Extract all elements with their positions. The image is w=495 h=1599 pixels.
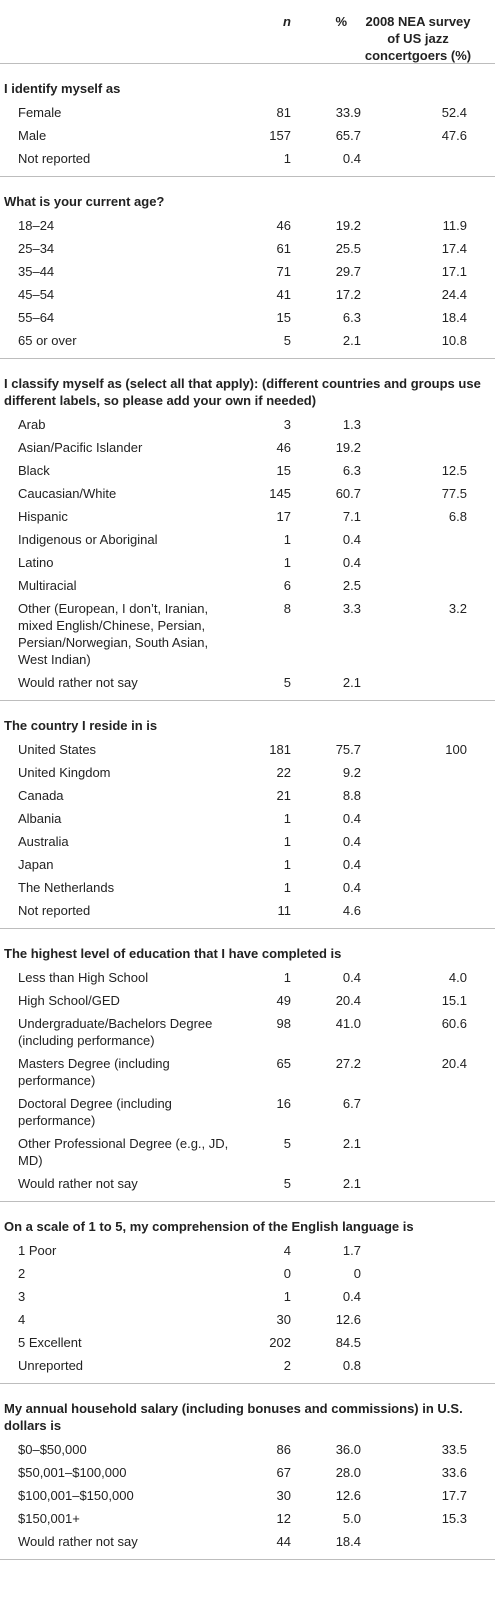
row-percent: 0.4 xyxy=(342,1289,361,1304)
row-label: 18–24 xyxy=(18,218,55,233)
row-nea-cell xyxy=(361,764,467,781)
row-percent: 28.0 xyxy=(335,1465,361,1480)
table-row xyxy=(0,101,495,124)
table-row xyxy=(0,1262,495,1285)
row-nea: 17.1 xyxy=(441,264,467,279)
row-n: 0 xyxy=(283,1266,291,1281)
row-percent: 36.0 xyxy=(335,1442,361,1457)
section-title: The country I reside in is xyxy=(4,718,158,733)
table-row xyxy=(0,237,495,260)
row-label: Albania xyxy=(18,811,62,826)
row-percent: 20.4 xyxy=(335,993,361,1008)
row-label: Unreported xyxy=(18,1358,84,1373)
row-label: $150,001+ xyxy=(18,1511,80,1526)
row-percent: 19.2 xyxy=(335,218,361,233)
table-row xyxy=(0,899,495,922)
row-nea-cell xyxy=(361,416,467,433)
row-label: Would rather not say xyxy=(18,1176,138,1191)
row-percent: 0 xyxy=(353,1266,361,1281)
row-nea-cell xyxy=(361,856,467,873)
row-n: 16 xyxy=(276,1096,291,1111)
row-percent: 12.6 xyxy=(335,1312,361,1327)
row-label: Female xyxy=(18,105,62,120)
row-n: 15 xyxy=(276,310,291,325)
section-title: The highest level of education that I have completed is xyxy=(4,946,342,961)
table-row xyxy=(0,283,495,306)
section-title: On a scale of 1 to 5, my comprehension of the English language is xyxy=(4,1219,414,1234)
table-row xyxy=(0,1012,495,1052)
row-nea: 15.3 xyxy=(441,1511,467,1526)
row-percent: 41.0 xyxy=(335,1016,361,1031)
row-n: 1 xyxy=(283,834,291,849)
table-row xyxy=(0,329,495,352)
row-label: 45–54 xyxy=(18,287,55,302)
row-percent: 60.7 xyxy=(335,486,361,501)
row-percent: 9.2 xyxy=(342,765,361,780)
table-row xyxy=(0,1052,495,1092)
row-nea-cell xyxy=(361,810,467,827)
row-nea-cell xyxy=(361,1265,467,1282)
table-header xyxy=(0,0,495,64)
row-nea-cell xyxy=(361,1135,467,1152)
row-nea: 15.1 xyxy=(441,993,467,1008)
section-title: My annual household salary (including bonuses and commissions) in U.S. dollars is xyxy=(4,1401,463,1433)
row-nea-cell xyxy=(361,104,467,121)
row-percent: 0.4 xyxy=(342,532,361,547)
table-row xyxy=(0,306,495,329)
row-label: United States xyxy=(18,742,97,757)
row-percent: 0.4 xyxy=(342,970,361,985)
row-nea-cell xyxy=(361,1242,467,1259)
row-label: 4 xyxy=(18,1312,26,1327)
table-row xyxy=(0,436,495,459)
row-n: 15 xyxy=(276,463,291,478)
section-title: I identify myself as xyxy=(4,81,121,96)
row-label: $0–$50,000 xyxy=(18,1442,87,1457)
header-n: n xyxy=(283,14,291,29)
row-nea: 77.5 xyxy=(441,486,467,501)
row-nea-cell xyxy=(361,879,467,896)
row-label: Japan xyxy=(18,857,54,872)
row-nea-cell xyxy=(361,462,467,479)
table-row xyxy=(0,966,495,989)
row-n: 157 xyxy=(269,128,291,143)
table-row xyxy=(0,1484,495,1507)
row-percent: 2.1 xyxy=(342,1136,361,1151)
row-nea-cell xyxy=(361,150,467,167)
table-row xyxy=(0,1331,495,1354)
row-nea-cell xyxy=(361,1533,467,1550)
table-section xyxy=(0,929,495,1202)
row-nea-cell xyxy=(361,600,467,617)
table-row xyxy=(0,1461,495,1484)
row-label: 25–34 xyxy=(18,241,55,256)
row-nea: 18.4 xyxy=(441,310,467,325)
row-nea-cell xyxy=(361,1175,467,1192)
row-nea-cell xyxy=(361,741,467,758)
row-percent: 0.4 xyxy=(342,811,361,826)
table-row xyxy=(0,260,495,283)
row-label: High School/GED xyxy=(18,993,120,1008)
row-percent: 0.4 xyxy=(342,834,361,849)
row-nea: 20.4 xyxy=(441,1056,467,1071)
row-nea-cell xyxy=(361,969,467,986)
table-row xyxy=(0,1132,495,1172)
table-section xyxy=(0,359,495,701)
row-percent: 8.8 xyxy=(342,788,361,803)
row-label: Not reported xyxy=(18,151,91,166)
row-percent: 5.0 xyxy=(342,1511,361,1526)
row-label: 2 xyxy=(18,1266,26,1281)
table-row xyxy=(0,482,495,505)
row-n: 46 xyxy=(276,218,291,233)
row-percent: 0.4 xyxy=(342,880,361,895)
row-n: 8 xyxy=(283,601,291,616)
row-label: Australia xyxy=(18,834,69,849)
row-n: 5 xyxy=(283,1176,291,1191)
row-percent: 0.4 xyxy=(342,857,361,872)
table-row xyxy=(0,1438,495,1461)
row-n: 12 xyxy=(276,1511,291,1526)
row-nea: 33.6 xyxy=(441,1465,467,1480)
row-percent: 0.8 xyxy=(342,1358,361,1373)
row-nea-cell xyxy=(361,554,467,571)
row-n: 98 xyxy=(276,1016,291,1031)
row-nea-cell xyxy=(361,127,467,144)
row-nea-cell xyxy=(361,1015,467,1032)
row-label: $100,001–$150,000 xyxy=(18,1488,134,1503)
row-label: Not reported xyxy=(18,903,91,918)
row-percent: 12.6 xyxy=(335,1488,361,1503)
row-nea-cell xyxy=(361,1487,467,1504)
row-nea-cell xyxy=(361,240,467,257)
row-label: Less than High School xyxy=(18,970,149,985)
table-row xyxy=(0,807,495,830)
row-nea-cell xyxy=(361,1055,467,1072)
table-section xyxy=(0,1384,495,1560)
row-n: 181 xyxy=(269,742,291,757)
row-percent: 84.5 xyxy=(335,1335,361,1350)
row-label: Male xyxy=(18,128,47,143)
table-row xyxy=(0,459,495,482)
row-percent: 6.3 xyxy=(342,463,361,478)
row-percent: 2.1 xyxy=(342,675,361,690)
row-n: 46 xyxy=(276,440,291,455)
row-percent: 27.2 xyxy=(335,1056,361,1071)
row-n: 71 xyxy=(276,264,291,279)
row-nea-cell xyxy=(361,1357,467,1374)
row-label: Asian/Pacific Islander xyxy=(18,440,143,455)
row-n: 22 xyxy=(276,765,291,780)
row-nea-cell xyxy=(361,1441,467,1458)
table-row xyxy=(0,830,495,853)
row-percent: 0.4 xyxy=(342,151,361,166)
header-nea-survey: 2008 NEA survey of US jazz concertgoers (%) xyxy=(364,14,472,63)
row-n: 1 xyxy=(283,555,291,570)
row-nea-cell xyxy=(361,992,467,1009)
row-nea-cell xyxy=(361,1288,467,1305)
row-nea-cell xyxy=(361,1464,467,1481)
row-nea-cell xyxy=(361,485,467,502)
row-n: 30 xyxy=(276,1488,291,1503)
row-label: Black xyxy=(18,463,50,478)
table-row xyxy=(0,551,495,574)
row-label: 55–64 xyxy=(18,310,55,325)
row-percent: 2.5 xyxy=(342,578,361,593)
row-n: 49 xyxy=(276,993,291,1008)
row-nea: 10.8 xyxy=(441,333,467,348)
table-row xyxy=(0,147,495,170)
row-n: 1 xyxy=(283,880,291,895)
row-label: Masters Degree (including performance) xyxy=(18,1056,170,1088)
table-row xyxy=(0,989,495,1012)
row-n: 1 xyxy=(283,151,291,166)
table-row xyxy=(0,1308,495,1331)
table-row xyxy=(0,1507,495,1530)
row-label: Indigenous or Aboriginal xyxy=(18,532,158,547)
table-body xyxy=(0,64,495,1560)
row-nea-cell xyxy=(361,1334,467,1351)
table-row xyxy=(0,761,495,784)
row-n: 11 xyxy=(277,903,291,918)
row-nea: 24.4 xyxy=(441,287,467,302)
row-nea: 4.0 xyxy=(448,970,467,985)
row-nea: 11.9 xyxy=(442,218,467,233)
row-percent: 3.3 xyxy=(342,601,361,616)
row-nea-cell xyxy=(361,1095,467,1112)
row-n: 1 xyxy=(283,1289,291,1304)
row-label: Hispanic xyxy=(18,509,68,524)
row-nea: 47.6 xyxy=(441,128,467,143)
row-n: 4 xyxy=(283,1243,291,1258)
row-label: Latino xyxy=(18,555,54,570)
row-nea-cell xyxy=(361,508,467,525)
table-row xyxy=(0,1285,495,1308)
row-nea-cell xyxy=(361,1311,467,1328)
table-row xyxy=(0,853,495,876)
table-row xyxy=(0,1092,495,1132)
row-percent: 19.2 xyxy=(335,440,361,455)
table-section xyxy=(0,701,495,929)
row-percent: 2.1 xyxy=(342,333,361,348)
row-percent: 18.4 xyxy=(335,1534,361,1549)
row-percent: 1.7 xyxy=(342,1243,361,1258)
table-section xyxy=(0,64,495,177)
table-row xyxy=(0,876,495,899)
row-label: Caucasian/White xyxy=(18,486,117,501)
section-title: I classify myself as (select all that apply): (different countries and groups use different labels, so please add your own if needed) xyxy=(4,376,481,408)
row-n: 44 xyxy=(276,1534,291,1549)
table-row xyxy=(0,528,495,551)
table-row xyxy=(0,1172,495,1195)
row-n: 81 xyxy=(276,105,291,120)
row-n: 5 xyxy=(283,675,291,690)
row-percent: 75.7 xyxy=(335,742,361,757)
table-section xyxy=(0,177,495,359)
row-percent: 25.5 xyxy=(335,241,361,256)
row-nea: 33.5 xyxy=(441,1442,467,1457)
row-n: 30 xyxy=(276,1312,291,1327)
table-row xyxy=(0,1530,495,1553)
row-nea-cell xyxy=(361,787,467,804)
row-percent: 2.1 xyxy=(342,1176,361,1191)
row-percent: 7.1 xyxy=(342,509,361,524)
row-percent: 0.4 xyxy=(342,555,361,570)
table-section xyxy=(0,1202,495,1384)
row-label: $50,001–$100,000 xyxy=(18,1465,127,1480)
row-label: United Kingdom xyxy=(18,765,111,780)
table-row xyxy=(0,597,495,671)
row-label: 1 Poor xyxy=(18,1243,57,1258)
row-label: Would rather not say xyxy=(18,1534,138,1549)
row-n: 2 xyxy=(283,1358,291,1373)
row-n: 61 xyxy=(276,241,291,256)
row-label: Undergraduate/Bachelors Degree (including performance) xyxy=(18,1016,213,1048)
row-nea: 60.6 xyxy=(441,1016,467,1031)
row-n: 67 xyxy=(276,1465,291,1480)
row-n: 1 xyxy=(283,970,291,985)
row-nea-cell xyxy=(361,309,467,326)
row-percent: 1.3 xyxy=(342,417,361,432)
row-nea-cell xyxy=(361,577,467,594)
row-n: 1 xyxy=(283,532,291,547)
row-label: 35–44 xyxy=(18,264,55,279)
row-nea: 3.2 xyxy=(448,601,467,616)
row-nea: 100 xyxy=(445,742,467,757)
row-nea: 52.4 xyxy=(441,105,467,120)
row-n: 17 xyxy=(276,509,291,524)
row-nea-cell xyxy=(361,332,467,349)
table-row xyxy=(0,1354,495,1377)
row-label: 65 or over xyxy=(18,333,77,348)
table-row xyxy=(0,1239,495,1262)
row-percent: 4.6 xyxy=(342,903,361,918)
row-nea: 17.7 xyxy=(441,1488,467,1503)
row-nea: 12.5 xyxy=(441,463,467,478)
row-n: 65 xyxy=(276,1056,291,1071)
row-nea-cell xyxy=(361,286,467,303)
row-n: 1 xyxy=(283,811,291,826)
row-label: Doctoral Degree (including performance) xyxy=(18,1096,172,1128)
row-nea-cell xyxy=(361,263,467,280)
row-label: Other (European, I don’t, Iranian, mixed English/Chinese, Persian, Persian/Norwegian, South Asian, West Indian) xyxy=(18,601,209,667)
row-nea: 6.8 xyxy=(448,509,467,524)
table-row xyxy=(0,574,495,597)
row-nea-cell xyxy=(361,439,467,456)
table-row xyxy=(0,784,495,807)
row-nea: 17.4 xyxy=(441,241,467,256)
row-percent: 6.3 xyxy=(342,310,361,325)
row-label: Would rather not say xyxy=(18,675,138,690)
row-n: 3 xyxy=(283,417,291,432)
row-n: 5 xyxy=(283,333,291,348)
table-row xyxy=(0,124,495,147)
row-nea-cell xyxy=(361,902,467,919)
row-nea-cell xyxy=(361,217,467,234)
table-row xyxy=(0,505,495,528)
row-nea-cell xyxy=(361,833,467,850)
row-n: 21 xyxy=(276,788,291,803)
table-row xyxy=(0,214,495,237)
row-n: 86 xyxy=(276,1442,291,1457)
row-n: 6 xyxy=(283,578,291,593)
row-percent: 65.7 xyxy=(335,128,361,143)
header-percent: % xyxy=(335,14,347,29)
row-n: 1 xyxy=(283,857,291,872)
row-label: Arab xyxy=(18,417,46,432)
table-row xyxy=(0,413,495,436)
row-nea-cell xyxy=(361,531,467,548)
row-n: 202 xyxy=(269,1335,291,1350)
section-title: What is your current age? xyxy=(4,194,165,209)
row-percent: 29.7 xyxy=(335,264,361,279)
row-n: 41 xyxy=(276,287,291,302)
table-row xyxy=(0,671,495,694)
row-n: 5 xyxy=(283,1136,291,1151)
row-label: The Netherlands xyxy=(18,880,115,895)
table-row xyxy=(0,738,495,761)
row-label: 5 Excellent xyxy=(18,1335,82,1350)
row-nea-cell xyxy=(361,1510,467,1527)
row-percent: 33.9 xyxy=(335,105,361,120)
row-percent: 6.7 xyxy=(342,1096,361,1111)
row-label: Multiracial xyxy=(18,578,77,593)
row-nea-cell xyxy=(361,674,467,691)
row-label: Other Professional Degree (e.g., JD, MD) xyxy=(18,1136,229,1168)
row-label: Canada xyxy=(18,788,64,803)
row-n: 145 xyxy=(269,486,291,501)
row-label: 3 xyxy=(18,1289,26,1304)
row-percent: 17.2 xyxy=(335,287,361,302)
